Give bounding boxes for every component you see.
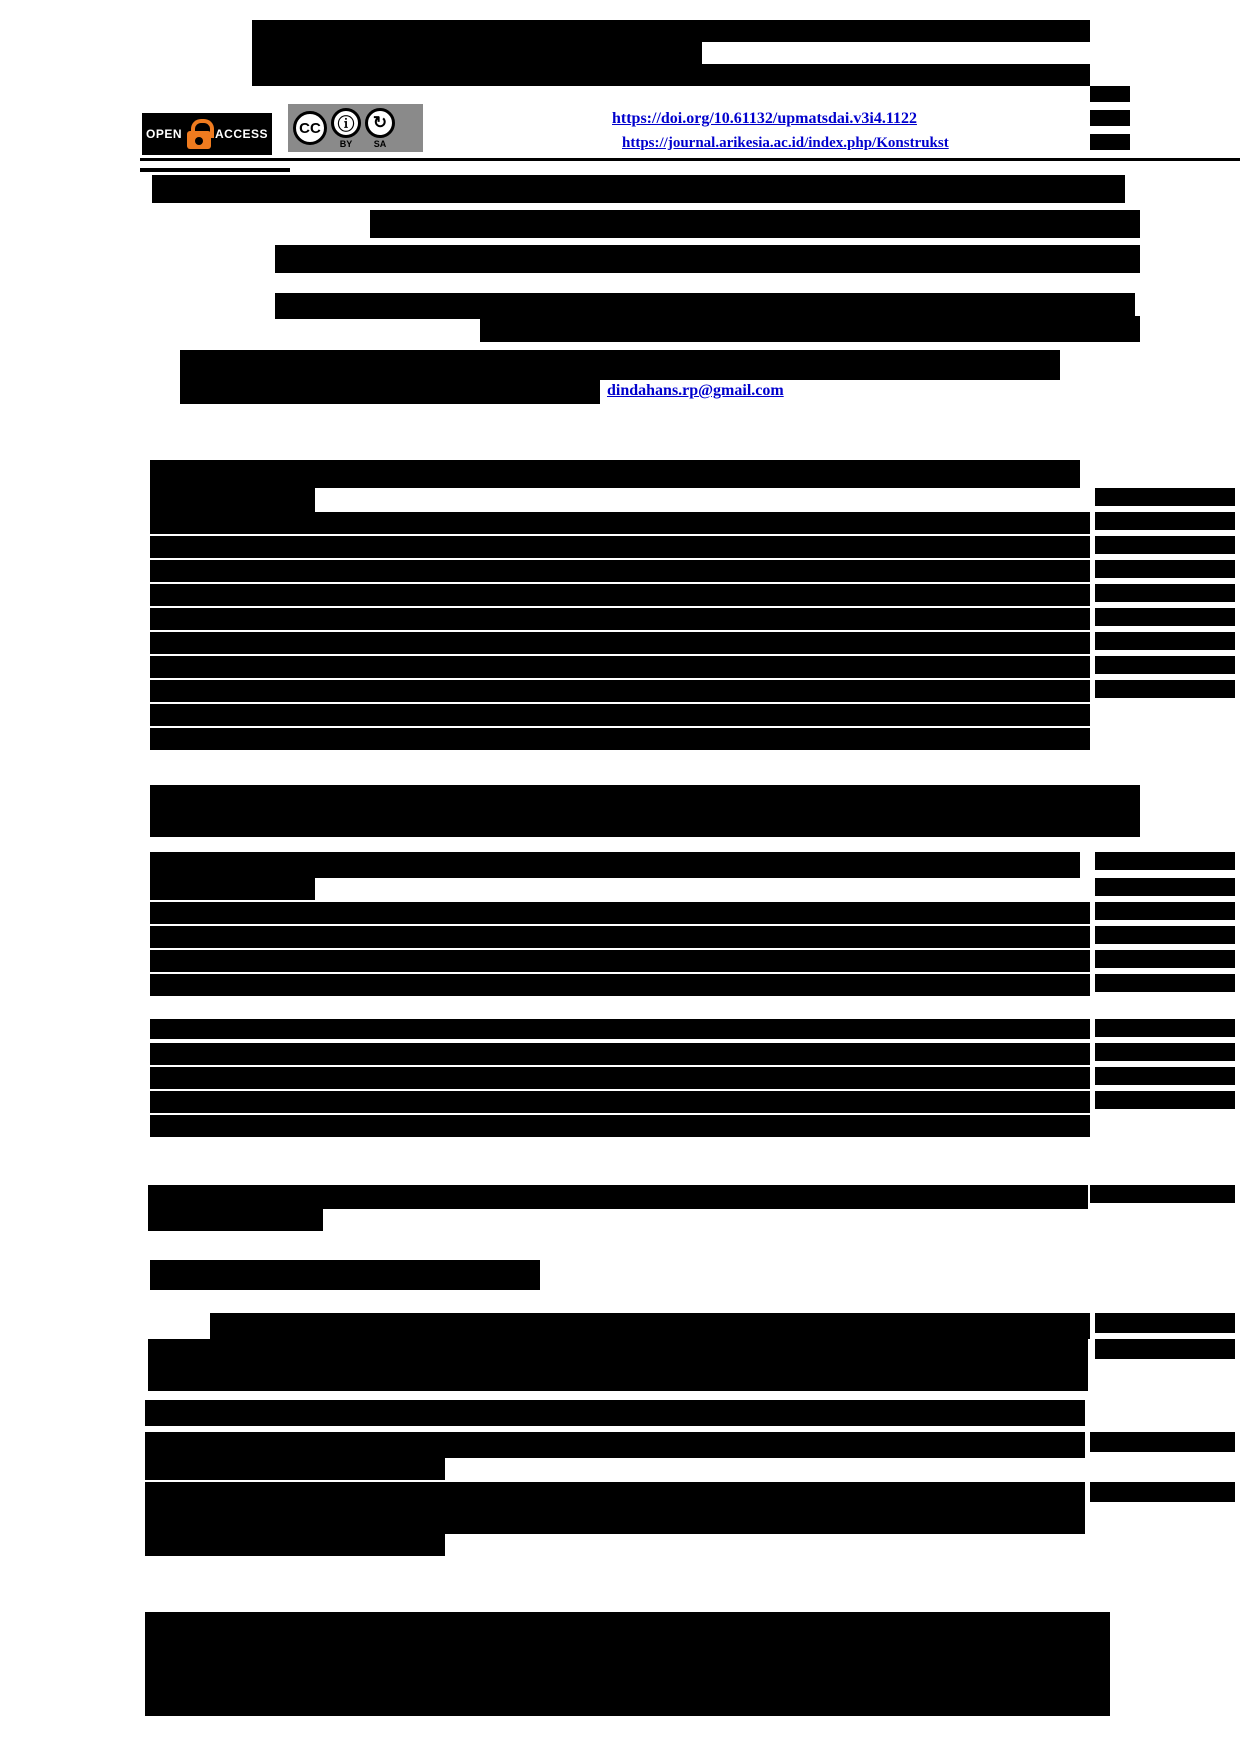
redacted-text-block: [1095, 1339, 1235, 1359]
redacted-text-block: [190, 728, 1090, 750]
redacted-text-block: [210, 1313, 1090, 1339]
redacted-text-block: [150, 785, 1140, 811]
redacted-text-block: [275, 245, 1140, 273]
redacted-text-block: [1095, 680, 1235, 698]
redacted-text-block: [150, 811, 1140, 837]
redacted-text-block: [150, 632, 1090, 654]
redacted-text-block: [150, 1260, 540, 1290]
redacted-text-block: [1095, 608, 1235, 626]
horizontal-rule: [140, 158, 1240, 161]
redacted-text-block: [150, 1115, 190, 1137]
horizontal-rule: [140, 168, 290, 172]
redacted-text-block: [150, 902, 1090, 924]
redacted-text-block: [1090, 110, 1130, 126]
redacted-text-block: [150, 656, 1090, 678]
redacted-text-block: [1095, 902, 1235, 920]
redacted-text-block: [190, 950, 1090, 972]
redacted-text-block: [145, 1400, 1085, 1426]
redacted-text-block: [1090, 1482, 1235, 1502]
sa-label: SA: [373, 138, 387, 149]
redacted-text-block: [145, 1458, 445, 1480]
open-lock-icon: [186, 119, 212, 149]
redacted-text-block: [145, 1664, 1110, 1690]
redacted-text-block: [480, 316, 1140, 342]
redacted-text-block: [1090, 1185, 1235, 1203]
redacted-text-block: [150, 950, 190, 972]
redacted-text-block: [150, 704, 1090, 726]
redacted-text-block: [1095, 512, 1235, 530]
redacted-text-block: [1095, 1313, 1235, 1333]
redacted-text-block: [145, 1612, 1110, 1638]
redacted-text-block: [180, 350, 1060, 380]
redacted-text-block: [145, 1482, 1085, 1508]
redacted-text-block: [150, 852, 1080, 878]
redacted-text-block: [148, 1365, 1088, 1391]
redacted-text-block: [150, 608, 1090, 630]
redacted-text-block: [150, 1019, 1090, 1039]
redacted-text-block: [145, 1638, 1110, 1664]
redacted-text-block: [1095, 488, 1235, 506]
creative-commons-badge: [288, 104, 423, 152]
redacted-text-block: [145, 1508, 1085, 1534]
redacted-text-block: [1095, 1019, 1235, 1037]
redacted-text-block: [185, 1043, 1090, 1065]
redacted-text-block: [145, 1534, 445, 1556]
redacted-text-block: [700, 20, 1090, 42]
by-circle-icon: ⓘ: [331, 108, 361, 138]
redacted-text-block: [148, 1339, 1088, 1365]
sa-circle-icon: ↻: [365, 108, 395, 138]
redacted-text-block: [150, 512, 185, 534]
redacted-text-block: [1090, 1432, 1235, 1452]
redacted-text-block: [1095, 1091, 1235, 1109]
redacted-text-block: [190, 1115, 1090, 1137]
corresponding-email-link[interactable]: dindahans.rp@gmail.com: [607, 382, 784, 399]
doi-link[interactable]: https://doi.org/10.61132/upmatsdai.v3i4.1122: [612, 110, 917, 127]
redacted-text-block: [1095, 560, 1235, 578]
redacted-text-block: [252, 64, 572, 86]
redacted-text-block: [150, 488, 315, 512]
creative-commons-icon: [293, 111, 327, 145]
redacted-text-block: [185, 512, 1090, 534]
redacted-text-block: [570, 64, 1090, 86]
redacted-text-block: [150, 974, 1090, 996]
redacted-text-block: [150, 460, 1080, 488]
redacted-text-block: [150, 560, 1090, 582]
by-label: BY: [339, 138, 353, 149]
redacted-text-block: [150, 680, 1090, 702]
cc-circle-icon: CC: [293, 111, 327, 145]
redacted-text-block: [1095, 878, 1235, 896]
redacted-text-block: [180, 380, 600, 404]
redacted-text-block: [150, 728, 190, 750]
redacted-text-block: [1095, 584, 1235, 602]
redacted-text-block: [1095, 852, 1235, 870]
redacted-text-block: [1095, 536, 1235, 554]
redacted-text-block: [1095, 632, 1235, 650]
redacted-text-block: [150, 1067, 1090, 1089]
redacted-text-block: [1090, 86, 1130, 102]
redacted-text-block: [150, 1043, 185, 1065]
redacted-text-block: [1095, 950, 1235, 968]
redacted-text-block: [148, 1209, 323, 1231]
redacted-text-block: [1095, 1067, 1235, 1085]
journal-url-link[interactable]: https://journal.arikesia.ac.id/index.php/Konstrukst: [622, 135, 949, 151]
redacted-text-block: [150, 926, 1090, 948]
redacted-text-block: [150, 878, 315, 900]
redacted-text-block: [1095, 1043, 1235, 1061]
redacted-text-block: [370, 210, 1140, 238]
redacted-text-block: [150, 1091, 1090, 1113]
redacted-text-block: [148, 1185, 1088, 1209]
redacted-text-block: [252, 42, 702, 64]
redacted-text-block: [1090, 134, 1130, 150]
redacted-text-block: [152, 175, 522, 203]
redacted-text-block: [1095, 656, 1235, 674]
redacted-text-block: [1095, 926, 1235, 944]
open-access-badge: OPEN ACCESS: [142, 113, 272, 155]
attribution-icon: [331, 108, 361, 149]
redacted-text-block: [505, 175, 1125, 203]
redacted-text-block: [145, 1432, 1085, 1458]
share-alike-icon: [365, 108, 395, 149]
redacted-text-block: [145, 1690, 1110, 1716]
redacted-text-block: [1095, 974, 1235, 992]
redacted-text-block: [150, 536, 1090, 558]
redacted-text-block: [150, 584, 1090, 606]
